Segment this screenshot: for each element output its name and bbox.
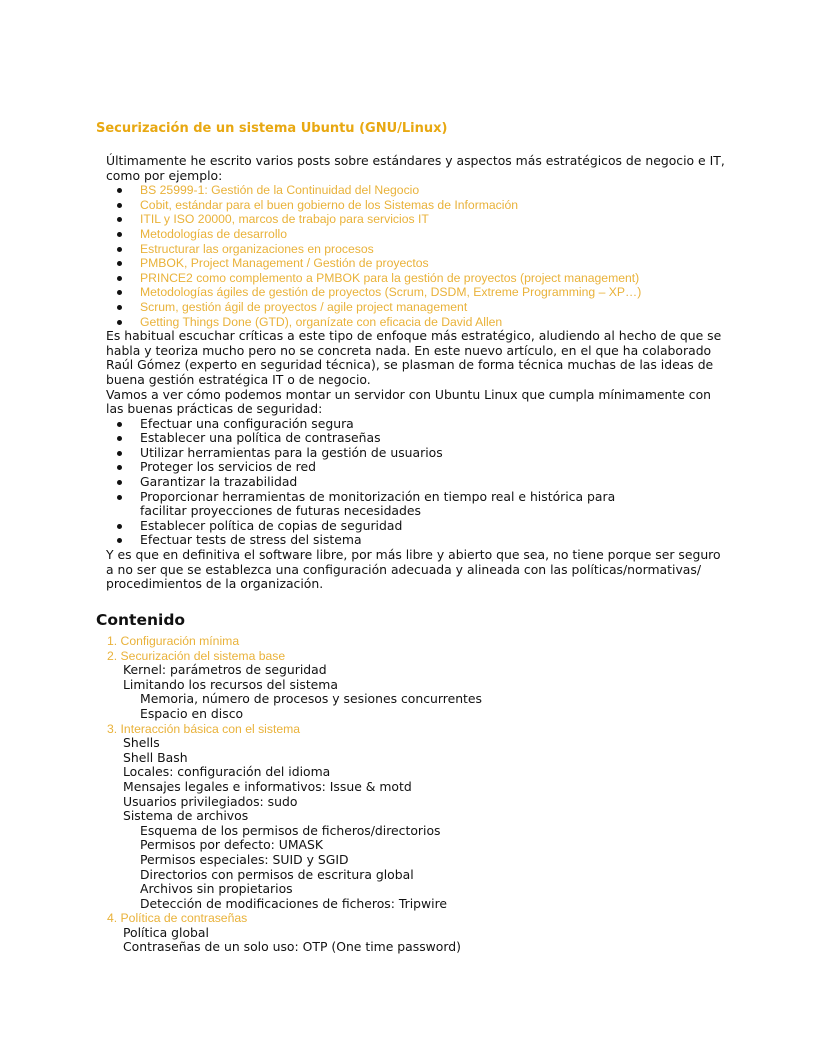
toc-item: Limitando los recursos del sistema [123, 676, 338, 692]
related-post-link[interactable]: Scrum, gestión ágil de proyectos / agile project management [106, 300, 726, 315]
toc-link[interactable]: 3. Interacción básica con el sistema [107, 721, 301, 736]
bullet-icon [117, 232, 122, 237]
bullet-icon [117, 261, 122, 266]
related-posts-list [106, 183, 726, 329]
practice-item: Proporcionar herramientas de monitorización en tiempo real e histórica para facilitar proyecciones de futuras necesidades [106, 490, 726, 519]
criticism-paragraph: Es habitual escuchar críticas a este tipo de enfoque más estratégico, aludiendo al hecho de que se habla y teoriza mucho pero no se concreta nada. En este nuevo artículo, en el que ha colaborado Raúl Gómez (experto en seguridad técnica), se plasman de forma técnica muchas de las ideas de buena gestión estratégica IT o de negocio. [106, 328, 722, 387]
toc-item: Shell Bash [123, 749, 188, 765]
related-post-link[interactable]: PMBOK, Project Management / Gestión de proyectos [106, 256, 726, 271]
bullet-icon [117, 465, 122, 470]
server-setup-paragraph: Vamos a ver cómo podemos montar un servidor con Ubuntu Linux que cumpla mínimamente con las buenas prácticas de seguridad: [106, 386, 712, 417]
table-of-contents [107, 634, 727, 955]
bullet-icon [117, 305, 122, 310]
toc-item: Shells [123, 735, 160, 751]
bullet-icon [117, 480, 122, 485]
bullet-icon [117, 290, 122, 295]
toc-item: Espacio en disco [140, 705, 244, 721]
practice-item: Efectuar tests de stress del sistema [106, 533, 726, 548]
toc-item: Memoria, número de procesos y sesiones concurrentes [140, 691, 482, 707]
bullet-icon [117, 247, 122, 252]
practice-item: Garantizar la trazabilidad [106, 475, 726, 490]
practices-list [106, 417, 726, 548]
practice-item: Establecer política de copias de seguridad [106, 519, 726, 534]
intro-section [106, 154, 726, 592]
bullet-icon [117, 422, 122, 427]
toc-item: Mensajes legales e informativos: Issue & motd [123, 778, 412, 794]
intro-paragraph: Últimamente he escrito varios posts sobre estándares y aspectos más estratégicos de negocio e IT, como por ejemplo: [106, 153, 725, 183]
bullet-icon [117, 524, 122, 529]
toc-item: Detección de modificaciones de ficheros: Tripwire [140, 895, 448, 911]
toc-link[interactable]: 2. Securización del sistema base [107, 648, 286, 663]
related-post-link[interactable]: Metodologías de desarrollo [106, 227, 726, 242]
bullet-icon [117, 538, 122, 543]
bullet-icon [117, 276, 122, 281]
toc-item: Locales: configuración del idioma [123, 764, 331, 780]
related-post-link[interactable]: Getting Things Done (GTD), organízate con eficacia de David Allen [106, 315, 726, 330]
toc-link[interactable]: 4. Política de contraseñas [107, 911, 248, 926]
related-post-link[interactable]: BS 25999-1: Gestión de la Continuidad del Negocio [106, 183, 726, 198]
bullet-icon [117, 436, 122, 441]
toc-item: Política global [123, 924, 209, 940]
practice-item: Utilizar herramientas para la gestión de usuarios [106, 446, 726, 461]
toc-item: Contraseñas de un solo uso: OTP (One time password) [123, 939, 461, 955]
bullet-icon [117, 188, 122, 193]
bullet-icon [117, 451, 122, 456]
toc-item: Permisos por defecto: UMASK [140, 837, 324, 853]
practice-item: Efectuar una configuración segura [106, 417, 726, 432]
related-post-link[interactable]: ITIL y ISO 20000, marcos de trabajo para servicios IT [106, 212, 726, 227]
related-post-link[interactable]: Cobit, estándar para el buen gobierno de los Sistemas de Información [106, 198, 726, 213]
bullet-icon [117, 495, 122, 500]
document-title: Securización de un sistema Ubuntu (GNU/Linux) [96, 121, 448, 136]
toc-item: Esquema de los permisos de ficheros/directorios [140, 822, 441, 838]
toc-item: Permisos especiales: SUID y SGID [140, 851, 349, 867]
related-post-link[interactable]: Estructurar las organizaciones en procesos [106, 242, 726, 257]
practice-item: Establecer una política de contraseñas [106, 431, 726, 446]
bullet-icon [117, 203, 122, 208]
toc-item: Sistema de archivos [123, 808, 249, 824]
conclusion-paragraph: Y es que en definitiva el software libre, por más libre y abierto que sea, no tiene porque ser seguro a no ser que se establezca una configuración adecuada y alineada con las políticas/normativas/ procedimientos de la organización. [106, 547, 721, 592]
toc-link[interactable]: 1. Configuración mínima [107, 634, 240, 648]
toc-item: Archivos sin propietarios [140, 881, 293, 897]
related-post-link[interactable]: PRINCE2 como complemento a PMBOK para la gestión de proyectos (project management) [106, 271, 726, 286]
toc-item: Directorios con permisos de escritura global [140, 866, 414, 882]
related-post-link[interactable]: Metodologías ágiles de gestión de proyectos (Scrum, DSDM, Extreme Programming – XP…) [106, 285, 726, 300]
practice-item: Proteger los servicios de red [106, 460, 726, 475]
contents-heading: Contenido [96, 611, 186, 629]
toc-item: Usuarios privilegiados: sudo [123, 793, 298, 809]
bullet-icon [117, 217, 122, 222]
bullet-icon [117, 320, 122, 325]
toc-item: Kernel: parámetros de seguridad [123, 662, 327, 678]
